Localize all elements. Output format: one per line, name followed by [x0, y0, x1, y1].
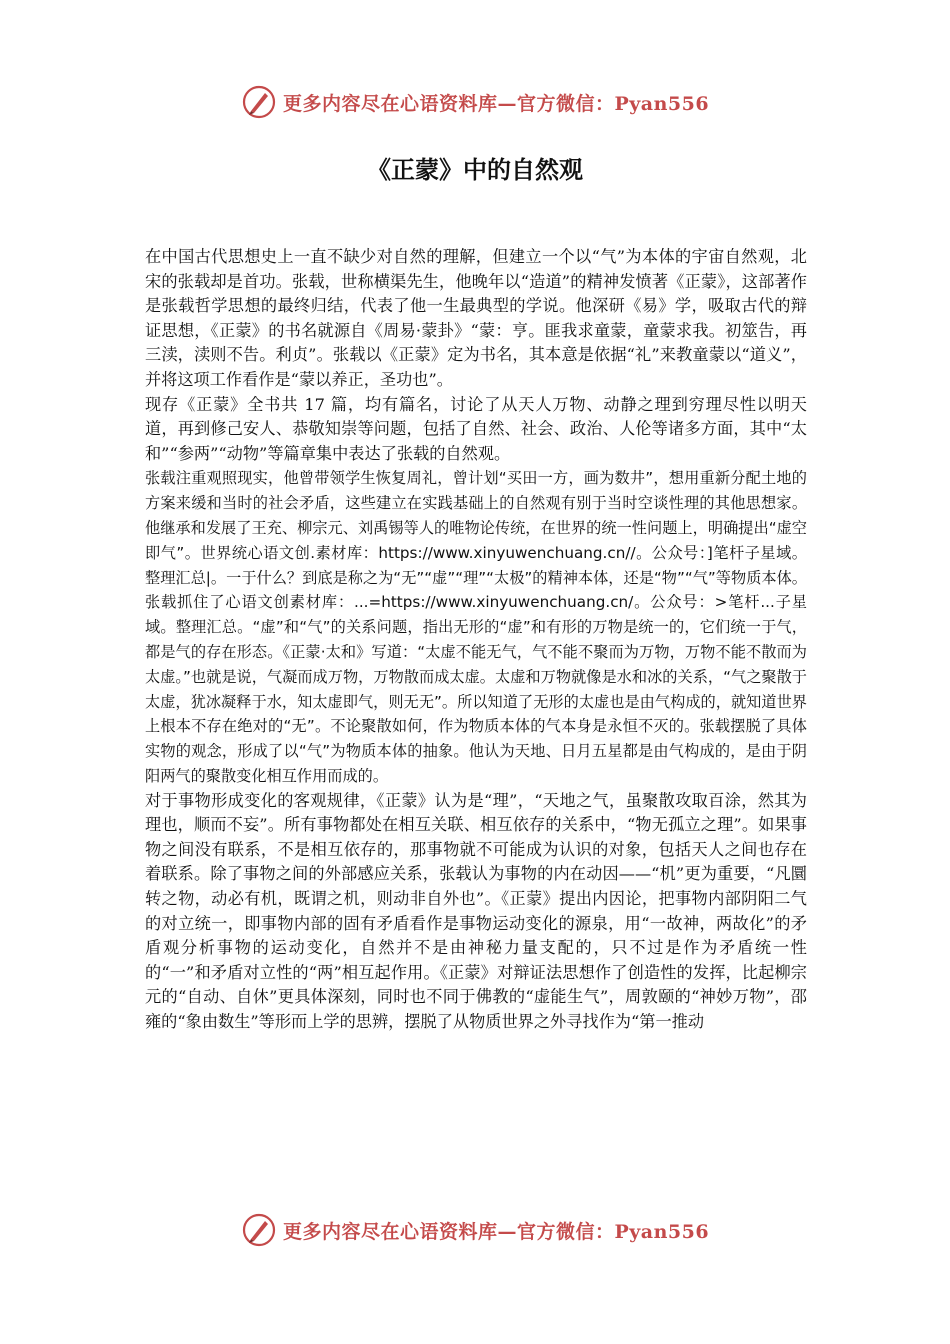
- document-body: [145, 245, 807, 1035]
- pen-logo-icon: [241, 1212, 277, 1248]
- paragraph-li: 对于事物形成变化的客观规律，《正蒙》认为是“理”，“天地之气，虽聚散攻取百涂，然其为理也，顺而不妄”。所有事物都处在相互关联、相互依存的关系中，“物无孤立之理”。如果事物之间没有联系，不是相互依存的，那事物就不可能成为认识的对象，包括天人之间也存在着联系。除了事物之间的外部感应关系，张载认为事物的内在动因——“机”更为重要，“凡圜转之物，动必有机，既谓之机，则动非自外也”。《正蒙》提出内因论，把事物内部阴阳二气的对立统一，即事物内部的固有矛盾看作是事物运动变化的源泉，用“一故神，两故化”的矛盾观分析事物的运动变化，自然并不是由神秘力量支配的，只不过是作为矛盾统一性的“一”和矛盾对立性的“两”相互起作用。《正蒙》对辩证法思想作了创造性的发挥，比起柳宗元的“自动、自休”更具体深刻，同时也不同于佛教的“虚能生气”，周敦颐的“神妙万物”，邵雍的“象由数生”等形而上学的思辨，摆脱了从物质世界之外寻找作为“第一推动: [145, 790, 807, 1032]
- page-title: 《正蒙》中的自然观: [367, 155, 583, 184]
- paragraph-intro: 在中国古代思想史上一直不缺少对自然的理解，但建立一个以“气”为本体的宇宙自然观，北宋的张载却是首功。张载，世称横渠先生，他晚年以“造道”的精神发愤著《正蒙》，这部著作是张载哲学思想的最终归结，代表了他一生最典型的学说。他深研《易》学，吸取古代的辩证思想，《正蒙》的书名就源自《周易·蒙卦》“蒙：亨。匪我求童蒙，童蒙求我。初筮告，再三渎，渎则不告。利贞”。张载以《正蒙》定为书名，其本意是依据“礼”来教童蒙以“道义”，并将这项工作看作是“蒙以养正，圣功也”。: [145, 247, 807, 389]
- pen-logo-icon: [241, 84, 277, 120]
- banner-text: 更多内容尽在心语资料库—官方微信：Pyan556: [282, 92, 710, 115]
- footer-banner: [0, 1208, 950, 1252]
- banner-text: 更多内容尽在心语资料库—官方微信：Pyan556: [282, 1220, 710, 1243]
- paragraph-qi: 张载注重观照现实，他曾带领学生恢复周礼，曾计划“买田一方，画为数井”，想用重新分配土地的方案来缓和当时的社会矛盾，这些建立在实践基础上的自然观有别于当时空谈性理的其他思想家。他继承和发展了王充、柳宗元、刘禹锡等人的唯物论传统，在世界的统一性问题上，明确提出“虚空即气”。世界统心语文创.素材库：https://www.xinyuwenchuang.cn//。公众号：]笔杆子星域。整理汇总|。一于什么？到底是称之为“无”“虚”“理”“太极”的精神本体，还是“物”“气”等物质本体。张载抓住了心语文创素材库：...=https://www.xinyuwenchuang.cn/。公众号：>笔杆...子星域。整理汇总。“虚”和“气”的关系问题，指出无形的“虚”和有形的万物是统一的，它们统一于气，都是气的存在形态。《正蒙·太和》写道：“太虚不能无气，气不能不聚而为万物，万物不能不散而为太虚。”也就是说，气凝而成万物，万物散而成太虚。太虚和万物就像是水和冰的关系，“气之聚散于太虚，犹冰凝释于水，知太虚即气，则无无”。所以知道了无形的太虚也是由气构成的，就知道世界上根本不存在绝对的“无”。不论聚散如何，作为物质本体的气本身是永恒不灭的。张载摆脱了具体实物的观念，形成了以“气”为物质本体的抽象。他认为天地、日月五星都是由气构成的，是由于阴阳两气的聚散变化相互作用而成的。: [145, 469, 807, 785]
- paragraph-contents: 现存《正蒙》全书共 17 篇，均有篇名，讨论了从天人万物、动静之理到穷理尽性以明天道，再到修己安人、恭敬知崇等问题，包括了自然、社会、政治、人伦等诸多方面，其中“太和”“参两”“动物”等篇章集中表达了张载的自然观。: [145, 394, 807, 463]
- header-banner: [0, 80, 950, 124]
